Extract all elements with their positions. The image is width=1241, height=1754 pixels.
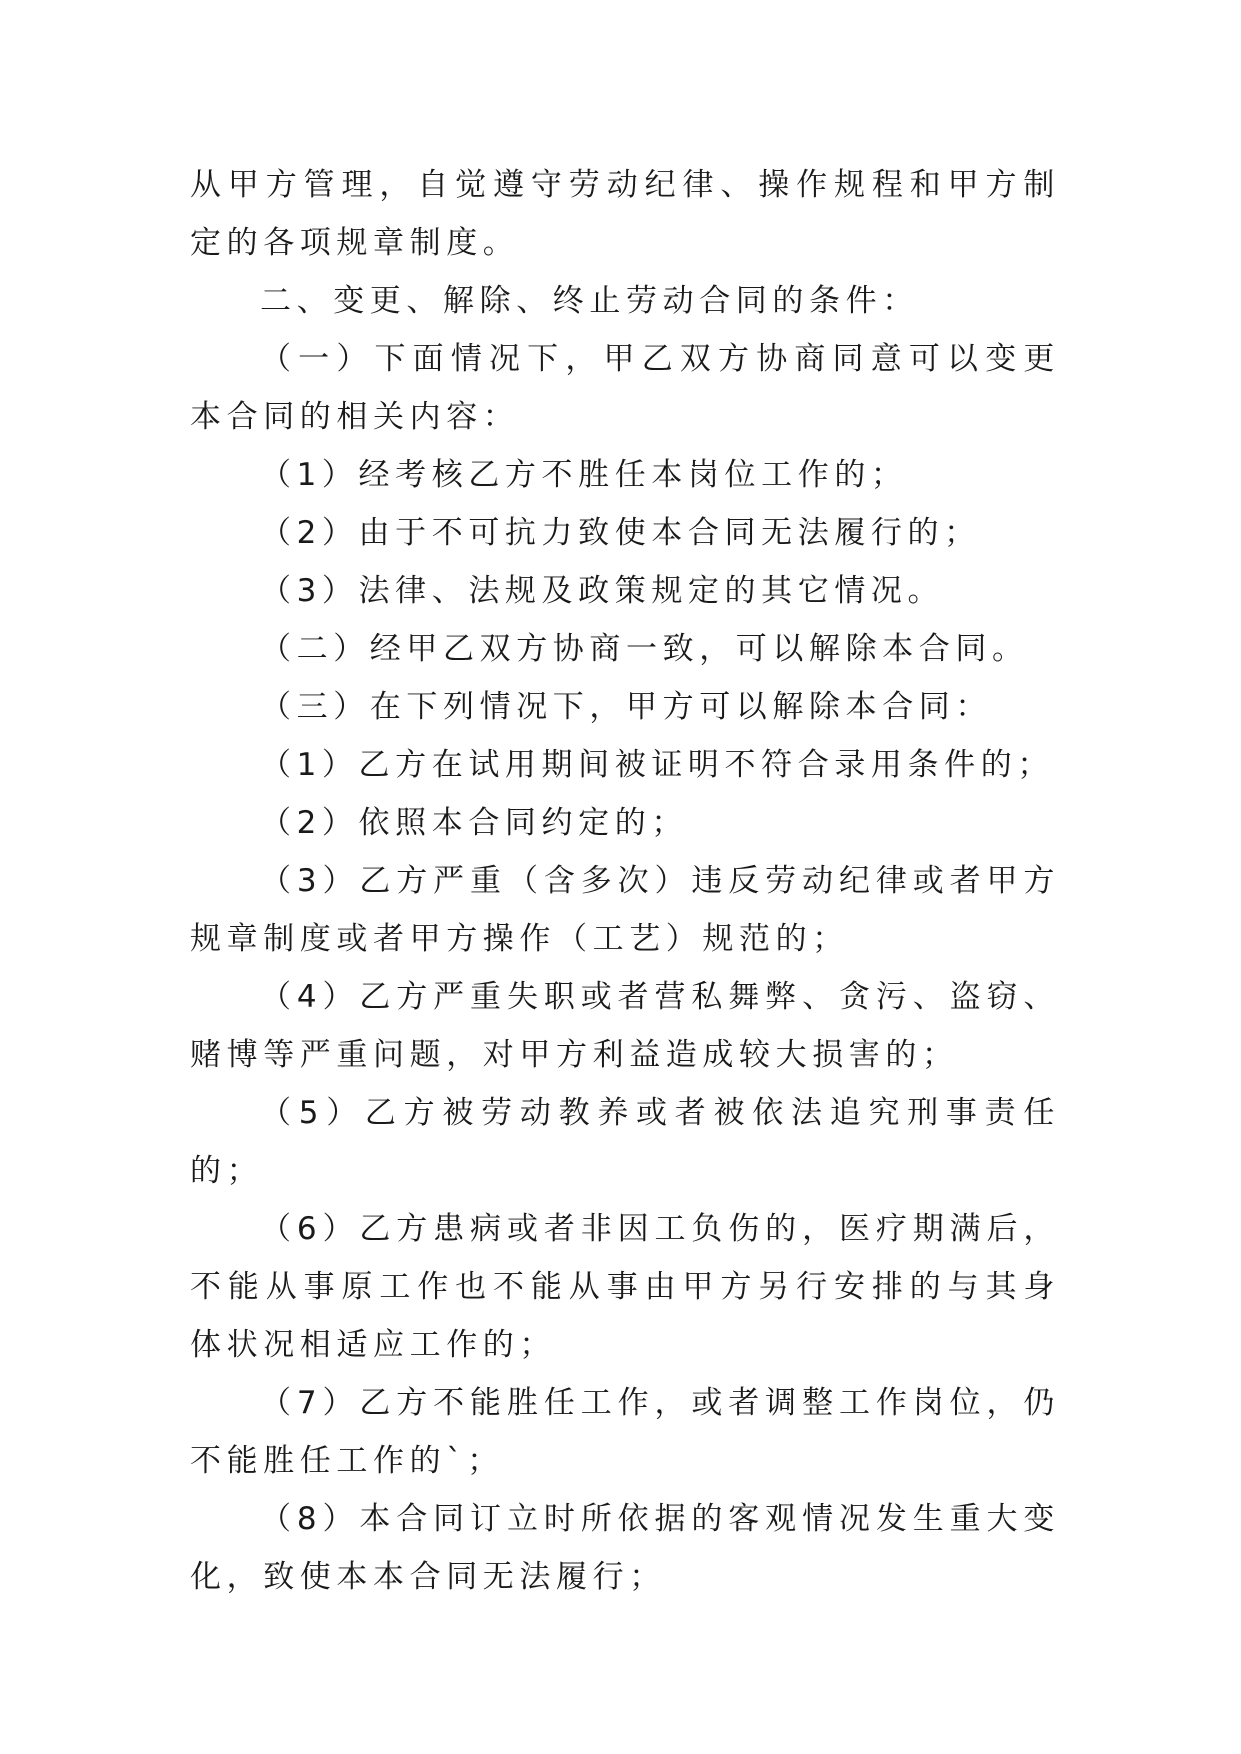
clause: （二）经甲乙双方协商一致，可以解除本合同。 [260,631,1029,667]
section-heading: 二、变更、解除、终止劳动合同的条件： [260,283,919,319]
clause: （三）在下列情况下，甲方可以解除本合同： [260,689,992,725]
sub-clause: （5）乙方被劳动教养或者被依法追究刑事责任的； [190,1095,1060,1189]
sub-clause: （3）法律、法规及政策规定的其它情况。 [260,573,945,609]
document-body [190,156,1060,1606]
sub-clause: （8）本合同订立时所依据的客观情况发生重大变化，致使本本合同无法履行； [190,1501,1060,1595]
sub-clause: （1）经考核乙方不胜任本岗位工作的； [260,457,908,493]
sub-clause: （3）乙方严重（含多次）违反劳动纪律或者甲方规章制度或者甲方操作（工艺）规范的； [190,863,1060,957]
sub-clause: （4）乙方严重失职或者营私舞弊、贪污、盗窃、赌博等严重问题，对甲方利益造成较大损害的； [190,979,1060,1073]
clause: （一）下面情况下，甲乙双方协商同意可以变更本合同的相关内容： [190,341,1060,435]
sub-clause: （2）依照本合同约定的； [260,805,688,841]
sub-clause: （6）乙方患病或者非因工负伤的，医疗期满后，不能从事原工作也不能从事由甲方另行安排的与其身体状况相适应工作的； [190,1211,1060,1363]
sub-clause: （7）乙方不能胜任工作，或者调整工作岗位，仍不能胜任工作的`； [190,1385,1060,1479]
paragraph: 从甲方管理，自觉遵守劳动纪律、操作规程和甲方制定的各项规章制度。 [190,167,1060,261]
sub-clause: （1）乙方在试用期间被证明不符合录用条件的； [260,747,1054,783]
sub-clause: （2）由于不可抗力致使本合同无法履行的； [260,515,981,551]
